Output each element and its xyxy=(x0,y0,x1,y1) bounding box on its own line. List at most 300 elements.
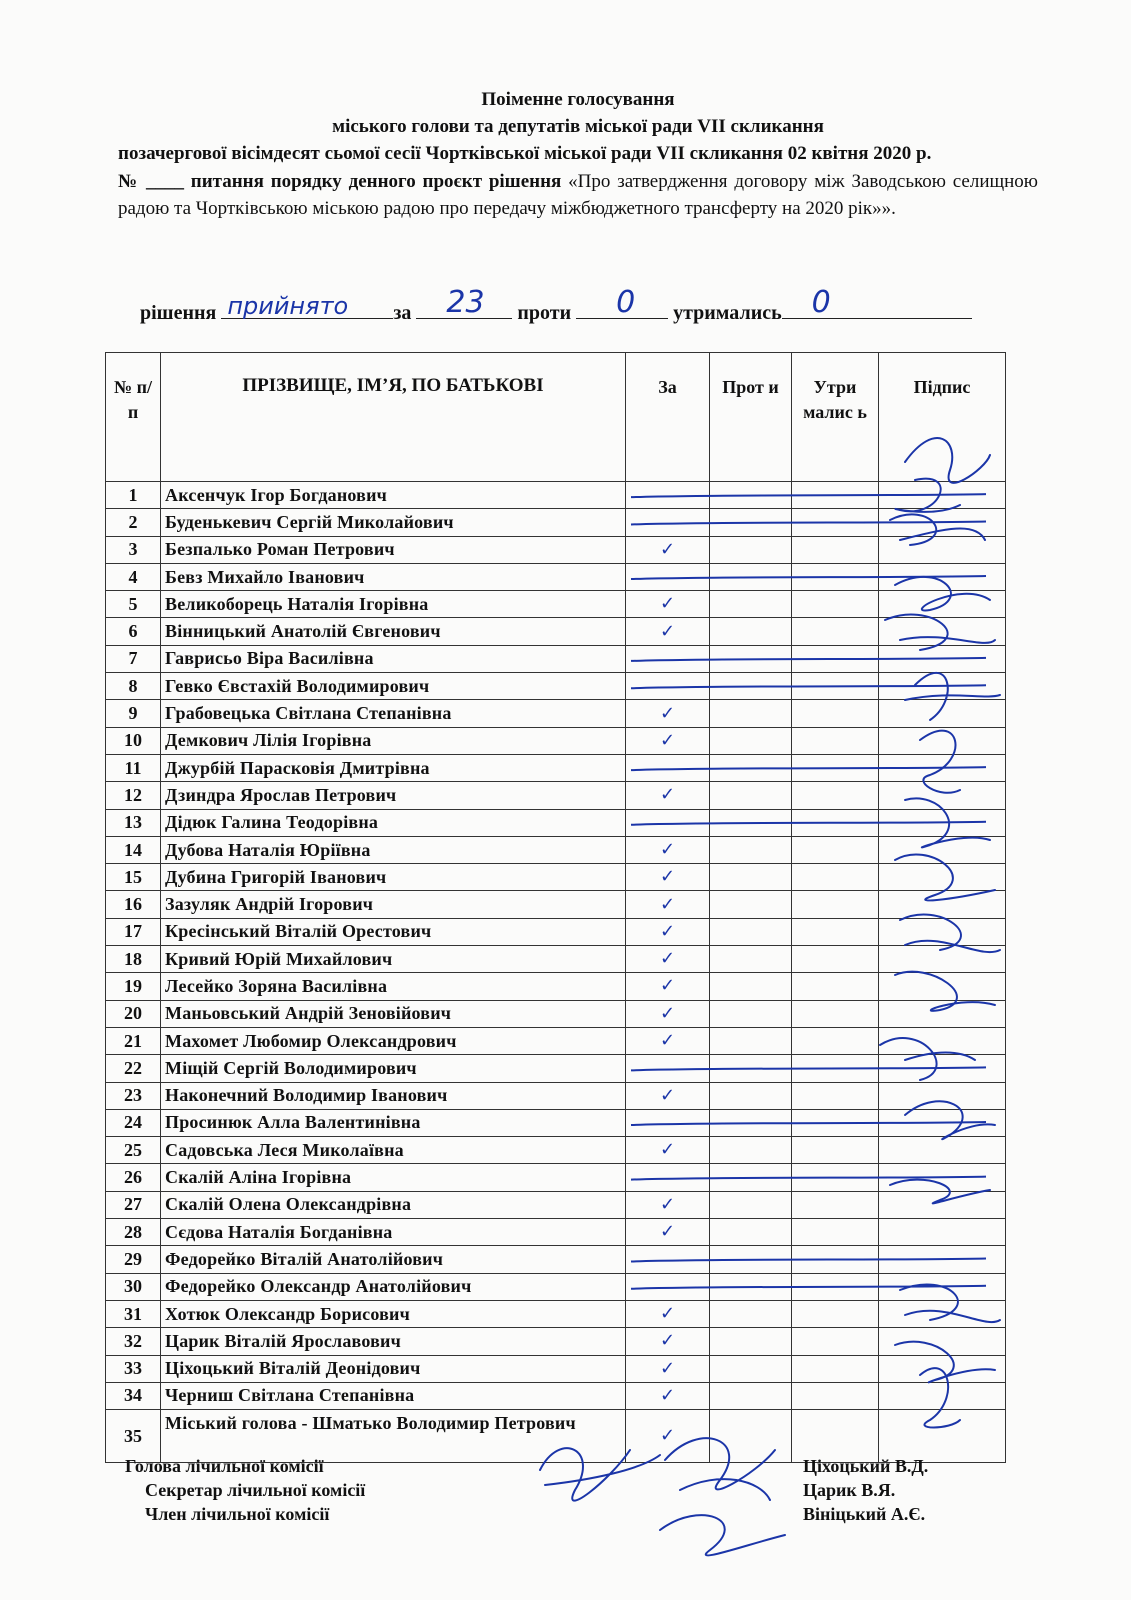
row-number: 27 xyxy=(106,1191,161,1218)
member-name: Міський голова - Шматько Володимир Петрович xyxy=(161,1410,626,1463)
member-name: Ціхоцький Віталій Деонідович xyxy=(161,1355,626,1382)
chair-label: Голова лічильної комісії xyxy=(125,1456,324,1476)
vote-for-cell xyxy=(626,1246,710,1273)
table-row xyxy=(106,618,1006,645)
vote-for-cell xyxy=(626,754,710,781)
table-row xyxy=(106,673,1006,700)
check-mark-icon: ✓ xyxy=(659,593,676,615)
vote-for-cell xyxy=(626,1109,710,1136)
signature-cell xyxy=(879,536,1006,563)
member-name: Федорейко Олександр Анатолійович xyxy=(161,1273,626,1300)
member-name: Бевз Михайло Іванович xyxy=(161,563,626,590)
row-number: 20 xyxy=(106,1000,161,1027)
vote-against-cell xyxy=(710,1137,792,1164)
agenda-question xyxy=(118,168,1038,222)
vote-for-cell xyxy=(626,727,710,754)
vote-abstain-cell xyxy=(792,891,879,918)
row-number: 10 xyxy=(106,727,161,754)
vote-against-cell xyxy=(710,1055,792,1082)
member-name: Садовська Леся Миколаївна xyxy=(161,1137,626,1164)
check-mark-icon: ✓ xyxy=(659,702,676,724)
secretary-label: Секретар лічильної комісії xyxy=(145,1480,366,1500)
row-number: 21 xyxy=(106,1027,161,1054)
vote-against-cell xyxy=(710,591,792,618)
check-mark-icon: ✓ xyxy=(659,620,676,642)
signature-cell xyxy=(879,946,1006,973)
vote-abstain-cell xyxy=(792,1219,879,1246)
member-name: Скалій Аліна Ігорівна xyxy=(161,1164,626,1191)
commission-labels xyxy=(125,1454,365,1526)
table-row xyxy=(106,591,1006,618)
vote-against-cell xyxy=(710,1219,792,1246)
vote-abstain-cell xyxy=(792,1000,879,1027)
vote-abstain-cell xyxy=(792,482,879,509)
vote-for-cell xyxy=(626,1382,710,1409)
row-number: 12 xyxy=(106,782,161,809)
table-body xyxy=(106,482,1006,1463)
signature-cell xyxy=(879,591,1006,618)
vote-against-cell xyxy=(710,1410,792,1463)
vote-against-cell xyxy=(710,891,792,918)
signature-cell xyxy=(879,482,1006,509)
signature-cell xyxy=(879,918,1006,945)
vote-for-cell xyxy=(626,1328,710,1355)
check-mark-icon: ✓ xyxy=(659,893,676,915)
check-mark-icon: ✓ xyxy=(659,866,676,888)
member-name: Дідюк Галина Теодорівна xyxy=(161,809,626,836)
vote-abstain-cell xyxy=(792,1273,879,1300)
row-number: 1 xyxy=(106,482,161,509)
vote-for-cell xyxy=(626,864,710,891)
member-name: Кривий Юрій Михайлович xyxy=(161,946,626,973)
vote-abstain-cell xyxy=(792,673,879,700)
table-row xyxy=(106,1355,1006,1382)
table-row xyxy=(106,754,1006,781)
row-number: 35 xyxy=(106,1410,161,1463)
vote-against-cell xyxy=(710,1191,792,1218)
member-name: Сєдова Наталія Богданівна xyxy=(161,1219,626,1246)
member-name: Вініцький А.Є. xyxy=(803,1504,926,1524)
check-mark-icon: ✓ xyxy=(659,1384,676,1406)
vote-against-cell xyxy=(710,1273,792,1300)
table-row xyxy=(106,1000,1006,1027)
signature-cell xyxy=(879,1382,1006,1409)
check-mark-icon: ✓ xyxy=(659,920,676,942)
document-header xyxy=(118,86,1038,222)
signature-cell xyxy=(879,673,1006,700)
vote-for-cell xyxy=(626,973,710,1000)
table-row xyxy=(106,782,1006,809)
vote-against-cell xyxy=(710,973,792,1000)
vote-against-cell xyxy=(710,1109,792,1136)
member-name: Черниш Світлана Степанівна xyxy=(161,1382,626,1409)
check-mark-icon: ✓ xyxy=(659,975,676,997)
vote-against-cell xyxy=(710,946,792,973)
abstained-blank xyxy=(782,285,972,320)
signature-cell xyxy=(879,973,1006,1000)
signature-cell xyxy=(879,836,1006,863)
table-row xyxy=(106,1328,1006,1355)
signature-cell xyxy=(879,1219,1006,1246)
table-row xyxy=(106,1246,1006,1273)
member-name: Вінницький Анатолій Євгенович xyxy=(161,618,626,645)
document-subtitle: міського голови та депутатів міської ради VII скликання xyxy=(332,116,824,137)
signature-cell xyxy=(879,1000,1006,1027)
table-row xyxy=(106,1273,1006,1300)
vote-abstain-cell xyxy=(792,864,879,891)
row-number: 19 xyxy=(106,973,161,1000)
vote-for-cell xyxy=(626,1410,710,1463)
vote-for-cell xyxy=(626,1355,710,1382)
vote-for-cell xyxy=(626,645,710,672)
session-line: позачергової вісімдесят сьомої сесії Чортківської міської ради VII скликання 02 квітня 2020 р. xyxy=(118,143,932,164)
table-header-row xyxy=(106,353,1006,482)
vote-for-cell xyxy=(626,918,710,945)
row-number: 24 xyxy=(106,1109,161,1136)
vote-abstain-cell xyxy=(792,727,879,754)
row-number: 2 xyxy=(106,509,161,536)
member-name: Джурбій Парасковія Дмитрівна xyxy=(161,754,626,781)
table-row xyxy=(106,536,1006,563)
table-row xyxy=(106,973,1006,1000)
document-title: Поіменне голосування xyxy=(481,89,675,110)
vote-against-cell xyxy=(710,809,792,836)
vote-against-cell xyxy=(710,1300,792,1327)
member-name: Гаврисьо Віра Василівна xyxy=(161,645,626,672)
check-mark-icon: ✓ xyxy=(659,1357,676,1379)
vote-against-cell xyxy=(710,645,792,672)
vote-abstain-cell xyxy=(792,509,879,536)
signature-cell xyxy=(879,891,1006,918)
row-number: 16 xyxy=(106,891,161,918)
roll-call-table xyxy=(105,352,1006,1463)
vote-for-cell xyxy=(626,1300,710,1327)
check-mark-icon: ✓ xyxy=(659,948,676,970)
row-number: 23 xyxy=(106,1082,161,1109)
table-row xyxy=(106,645,1006,672)
vote-abstain-cell xyxy=(792,782,879,809)
table-row xyxy=(106,1382,1006,1409)
member-name: Лесейко Зоряна Василівна xyxy=(161,973,626,1000)
vote-for-cell xyxy=(626,1082,710,1109)
header-name: ПРІЗВИЩЕ, ІМ’Я, ПО БАТЬКОВІ xyxy=(161,353,626,482)
vote-against-cell xyxy=(710,836,792,863)
row-number: 26 xyxy=(106,1164,161,1191)
vote-against-cell xyxy=(710,482,792,509)
vote-against-cell xyxy=(710,1355,792,1382)
check-mark-icon: ✓ xyxy=(659,1303,676,1325)
check-mark-icon: ✓ xyxy=(659,729,676,751)
signature-cell xyxy=(879,754,1006,781)
vote-for-cell xyxy=(626,891,710,918)
commission-signature xyxy=(660,1515,785,1555)
row-number: 31 xyxy=(106,1300,161,1327)
for-handwritten: 23 xyxy=(446,285,485,320)
against-blank xyxy=(576,285,668,320)
signature-cell xyxy=(879,864,1006,891)
vote-against-cell xyxy=(710,563,792,590)
member-name: Дзиндра Ярослав Петрович xyxy=(161,782,626,809)
signature-cell xyxy=(879,618,1006,645)
row-number: 18 xyxy=(106,946,161,973)
member-name: Міщій Сергій Володимирович xyxy=(161,1055,626,1082)
vote-abstain-cell xyxy=(792,1355,879,1382)
decision-label: рішення xyxy=(140,302,217,324)
member-label: Член лічильної комісії xyxy=(145,1504,330,1524)
table-row xyxy=(106,1164,1006,1191)
vote-for-cell xyxy=(626,1273,710,1300)
member-name: Демкович Лілія Ігорівна xyxy=(161,727,626,754)
check-mark-icon: ✓ xyxy=(659,1330,676,1352)
table-row xyxy=(106,1109,1006,1136)
table-row xyxy=(106,563,1006,590)
vote-abstain-cell xyxy=(792,536,879,563)
vote-abstain-cell xyxy=(792,836,879,863)
table-row xyxy=(106,1027,1006,1054)
row-number: 22 xyxy=(106,1055,161,1082)
table-row xyxy=(106,891,1006,918)
vote-against-cell xyxy=(710,1328,792,1355)
chair-name: Ціхоцький В.Д. xyxy=(803,1456,929,1476)
table-row xyxy=(106,1055,1006,1082)
signature-cell xyxy=(879,700,1006,727)
vote-abstain-cell xyxy=(792,1109,879,1136)
member-name: Дубина Григорій Іванович xyxy=(161,864,626,891)
row-number: 14 xyxy=(106,836,161,863)
vote-for-cell xyxy=(626,509,710,536)
member-name: Грабовецька Світлана Степанівна xyxy=(161,700,626,727)
row-number: 33 xyxy=(106,1355,161,1382)
vote-for-cell xyxy=(626,1000,710,1027)
vote-for-cell xyxy=(626,1191,710,1218)
check-mark-icon: ✓ xyxy=(659,1084,676,1106)
row-number: 30 xyxy=(106,1273,161,1300)
row-number: 17 xyxy=(106,918,161,945)
header-abstain: Утри малис ь xyxy=(792,353,879,482)
signature-cell xyxy=(879,1027,1006,1054)
vote-abstain-cell xyxy=(792,645,879,672)
question-text: «Про затвердження договору між Заводською селищною радою та Чортківською міською радою про передачу міжбюджетного трансферту на 2020 рік»». xyxy=(118,171,1038,219)
vote-against-cell xyxy=(710,536,792,563)
row-number: 8 xyxy=(106,673,161,700)
signature-cell xyxy=(879,1109,1006,1136)
member-name: Скалій Олена Олександрівна xyxy=(161,1191,626,1218)
check-mark-icon: ✓ xyxy=(659,1002,676,1024)
vote-against-cell xyxy=(710,1164,792,1191)
row-number: 29 xyxy=(106,1246,161,1273)
vote-for-cell xyxy=(626,782,710,809)
row-number: 34 xyxy=(106,1382,161,1409)
signature-cell xyxy=(879,727,1006,754)
against-label: проти xyxy=(517,302,572,324)
check-mark-icon: ✓ xyxy=(659,1193,676,1215)
row-number: 32 xyxy=(106,1328,161,1355)
vote-against-cell xyxy=(710,864,792,891)
member-name: Маньовський Андрій Зеновійович xyxy=(161,1000,626,1027)
member-name: Безпалько Роман Петрович xyxy=(161,536,626,563)
abstained-label: утримались xyxy=(673,302,782,324)
vote-abstain-cell xyxy=(792,1164,879,1191)
member-name: Махомет Любомир Олександрович xyxy=(161,1027,626,1054)
for-blank xyxy=(416,285,512,320)
row-number: 5 xyxy=(106,591,161,618)
check-mark-icon: ✓ xyxy=(659,839,676,860)
signature-cell xyxy=(879,782,1006,809)
vote-against-cell xyxy=(710,618,792,645)
row-number: 13 xyxy=(106,809,161,836)
vote-for-cell xyxy=(626,809,710,836)
row-number: 11 xyxy=(106,754,161,781)
member-name: Хотюк Олександр Борисович xyxy=(161,1300,626,1327)
vote-abstain-cell xyxy=(792,809,879,836)
table-row xyxy=(106,836,1006,863)
vote-abstain-cell xyxy=(792,1082,879,1109)
signature-cell xyxy=(879,1055,1006,1082)
signature-cell xyxy=(879,563,1006,590)
decision-handwritten: прийнято xyxy=(227,292,349,320)
vote-abstain-cell xyxy=(792,591,879,618)
vote-for-cell xyxy=(626,536,710,563)
vote-abstain-cell xyxy=(792,1027,879,1054)
signature-cell xyxy=(879,645,1006,672)
abstained-handwritten: 0 xyxy=(811,285,831,320)
check-mark-icon: ✓ xyxy=(659,1139,676,1161)
vote-for-cell xyxy=(626,1164,710,1191)
table-row xyxy=(106,1219,1006,1246)
vote-abstain-cell xyxy=(792,918,879,945)
signature-cell xyxy=(879,1246,1006,1273)
member-name: Дубова Наталія Юріївна xyxy=(161,836,626,863)
member-name: Царик Віталій Ярославович xyxy=(161,1328,626,1355)
vote-abstain-cell xyxy=(792,973,879,1000)
signature-cell xyxy=(879,809,1006,836)
member-name: Гевко Євстахій Володимирович xyxy=(161,673,626,700)
vote-against-cell xyxy=(710,509,792,536)
vote-abstain-cell xyxy=(792,1246,879,1273)
header-signature: Підпис xyxy=(879,353,1006,482)
row-number: 6 xyxy=(106,618,161,645)
member-name: Буденькевич Сергій Миколайович xyxy=(161,509,626,536)
question-prefix: № ____ питання порядку денного проєкт рішення xyxy=(118,171,562,192)
table-row xyxy=(106,864,1006,891)
table-row xyxy=(106,918,1006,945)
vote-against-cell xyxy=(710,1382,792,1409)
vote-abstain-cell xyxy=(792,1137,879,1164)
vote-against-cell xyxy=(710,754,792,781)
table-row xyxy=(106,700,1006,727)
table-row xyxy=(106,946,1006,973)
signature-cell xyxy=(879,1355,1006,1382)
member-name: Наконечний Володимир Іванович xyxy=(161,1082,626,1109)
vote-against-cell xyxy=(710,673,792,700)
vote-against-cell xyxy=(710,918,792,945)
vote-abstain-cell xyxy=(792,1382,879,1409)
vote-abstain-cell xyxy=(792,1300,879,1327)
row-number: 25 xyxy=(106,1137,161,1164)
check-mark-icon: ✓ xyxy=(659,1221,676,1243)
vote-for-cell xyxy=(626,946,710,973)
row-number: 3 xyxy=(106,536,161,563)
vote-abstain-cell xyxy=(792,700,879,727)
signature-cell xyxy=(879,1328,1006,1355)
vote-for-cell xyxy=(626,618,710,645)
commission-names xyxy=(803,1454,928,1526)
vote-for-cell xyxy=(626,700,710,727)
table-row xyxy=(106,1300,1006,1327)
row-number: 4 xyxy=(106,563,161,590)
vote-for-cell xyxy=(626,482,710,509)
vote-against-cell xyxy=(710,700,792,727)
signature-cell xyxy=(879,1164,1006,1191)
row-number: 9 xyxy=(106,700,161,727)
check-mark-icon: ✓ xyxy=(659,1030,676,1052)
vote-result-line xyxy=(140,285,972,325)
vote-abstain-cell xyxy=(792,563,879,590)
vote-against-cell xyxy=(710,727,792,754)
check-mark-icon: ✓ xyxy=(659,784,676,806)
table-row xyxy=(106,482,1006,509)
vote-against-cell xyxy=(710,1000,792,1027)
against-handwritten: 0 xyxy=(616,285,636,320)
header-for: За xyxy=(626,353,710,482)
vote-abstain-cell xyxy=(792,1055,879,1082)
vote-abstain-cell xyxy=(792,618,879,645)
row-number: 7 xyxy=(106,645,161,672)
table-row xyxy=(106,809,1006,836)
header-num: № п/п xyxy=(106,353,161,482)
vote-for-cell xyxy=(626,1055,710,1082)
signature-cell xyxy=(879,509,1006,536)
member-name: Великоборець Наталія Ігорівна xyxy=(161,591,626,618)
member-name: Кресінський Віталій Орестович xyxy=(161,918,626,945)
table-row xyxy=(106,727,1006,754)
signature-cell xyxy=(879,1082,1006,1109)
vote-for-cell xyxy=(626,836,710,863)
for-label: за xyxy=(393,302,412,324)
vote-abstain-cell xyxy=(792,1191,879,1218)
vote-abstain-cell xyxy=(792,946,879,973)
check-mark-icon: ✓ xyxy=(659,1425,676,1447)
vote-for-cell xyxy=(626,1219,710,1246)
vote-for-cell xyxy=(626,1027,710,1054)
member-name: Федорейко Віталій Анатолійович xyxy=(161,1246,626,1273)
signature-cell xyxy=(879,1273,1006,1300)
vote-for-cell xyxy=(626,1137,710,1164)
table-row xyxy=(106,1082,1006,1109)
header-against: Прот и xyxy=(710,353,792,482)
vote-for-cell xyxy=(626,673,710,700)
signature-cell xyxy=(879,1137,1006,1164)
member-name: Зазуляк Андрій Ігорович xyxy=(161,891,626,918)
row-number: 15 xyxy=(106,864,161,891)
row-number: 28 xyxy=(106,1219,161,1246)
table-row xyxy=(106,1191,1006,1218)
vote-against-cell xyxy=(710,1027,792,1054)
vote-for-cell xyxy=(626,563,710,590)
check-mark-icon: ✓ xyxy=(659,538,676,560)
signature-cell xyxy=(879,1300,1006,1327)
vote-against-cell xyxy=(710,782,792,809)
decision-blank xyxy=(221,292,393,320)
member-name: Просинюк Алла Валентинівна xyxy=(161,1109,626,1136)
table-row xyxy=(106,1137,1006,1164)
member-name: Аксенчук Ігор Богданович xyxy=(161,482,626,509)
vote-against-cell xyxy=(710,1246,792,1273)
secretary-name: Царик В.Я. xyxy=(803,1480,896,1500)
vote-abstain-cell xyxy=(792,754,879,781)
signature-cell xyxy=(879,1191,1006,1218)
vote-for-cell xyxy=(626,591,710,618)
